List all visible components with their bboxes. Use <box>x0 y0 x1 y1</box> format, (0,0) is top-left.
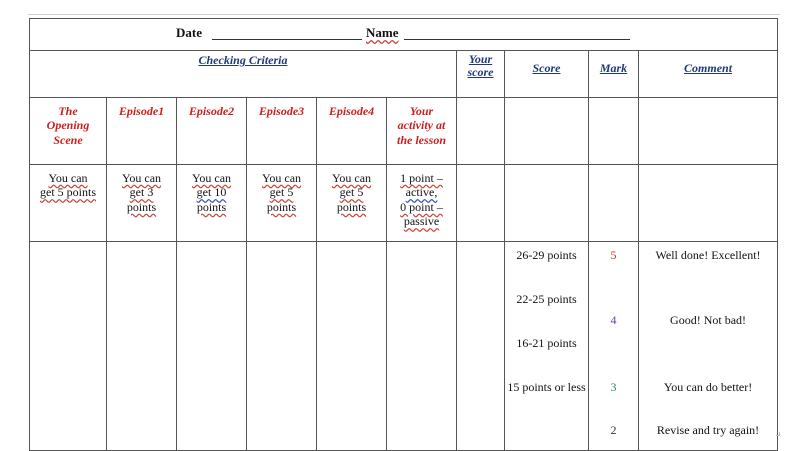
your-score-label-line2: score <box>467 64 494 79</box>
points-line: points <box>266 199 297 214</box>
criterion-title-line: the lesson <box>396 132 446 147</box>
entry-episode4[interactable] <box>317 242 387 451</box>
criterion-title-line: Episode1 <box>118 104 165 118</box>
mark-value: 2 <box>610 423 617 437</box>
criterion-title-line: Your <box>409 104 434 118</box>
top-rule <box>28 14 780 15</box>
score-range: 26-29 points <box>516 248 577 262</box>
checking-criteria-header <box>30 51 457 98</box>
entry-episode1[interactable] <box>107 242 177 451</box>
points-line: points <box>336 199 367 214</box>
points-line: You can <box>331 171 372 185</box>
entry-episode2[interactable] <box>177 242 247 451</box>
score-ranges <box>505 242 589 451</box>
entry-your-score[interactable] <box>457 242 505 451</box>
entry-opening-scene[interactable] <box>30 242 107 451</box>
criterion-title-line: Scene <box>53 132 83 147</box>
comment-text: Good! Not bad! <box>670 313 747 327</box>
your-score-label-line1: Your <box>468 52 493 66</box>
points-line: 1 point – <box>400 171 443 185</box>
mark-value: 5 <box>610 248 617 262</box>
criterion-title-line: activity at <box>397 118 446 133</box>
points-line: points <box>196 199 227 214</box>
mark-blank <box>589 165 639 242</box>
points-line: get 5 <box>269 185 294 200</box>
points-activity <box>387 165 457 242</box>
points-line: get 10 <box>196 185 227 200</box>
points-episode4 <box>317 165 387 242</box>
mark-value: 4 <box>610 313 617 327</box>
criterion-episode1 <box>107 98 177 165</box>
comment-text: You can do better! <box>663 380 753 394</box>
points-line: You can <box>261 171 302 185</box>
criterion-opening-scene <box>30 98 107 165</box>
assessment-sheet <box>29 18 778 451</box>
criterion-title-line: Opening <box>46 118 90 133</box>
mark-blank <box>589 98 639 165</box>
points-episode2 <box>177 165 247 242</box>
criterion-episode3 <box>247 98 317 165</box>
score-range: 15 points or less <box>507 380 586 394</box>
points-episode3 <box>247 165 317 242</box>
points-line: get 5 <box>339 185 364 200</box>
your-score-header <box>457 51 505 98</box>
score-blank <box>505 98 589 165</box>
points-episode1 <box>107 165 177 242</box>
points-opening-scene <box>30 165 107 242</box>
comment-blank <box>639 98 778 165</box>
comments <box>639 242 778 451</box>
comment-header: Comment <box>639 51 778 98</box>
score-header: Score <box>505 51 589 98</box>
points-line: You can <box>121 171 162 185</box>
criterion-title-line: Episode4 <box>328 104 375 118</box>
points-line: active, <box>405 185 438 200</box>
marks <box>589 242 639 451</box>
comment-blank <box>639 165 778 242</box>
points-line: You can <box>48 171 88 185</box>
your-score-blank[interactable] <box>457 165 505 242</box>
points-line: points <box>126 199 157 214</box>
entry-episode3[interactable] <box>247 242 317 451</box>
points-line: get 5 points <box>40 185 96 200</box>
mark-header: Mark <box>589 51 639 98</box>
date-label: Date <box>176 25 202 40</box>
comment-text: Revise and try again! <box>656 423 760 437</box>
checking-criteria-title: Checking Criteria <box>198 53 288 67</box>
score-blank <box>505 165 589 242</box>
points-line: passive <box>403 214 440 229</box>
date-field[interactable] <box>212 39 362 40</box>
page-corner-mark <box>776 432 780 436</box>
criterion-episode4 <box>317 98 387 165</box>
criterion-title-line: Episode3 <box>258 104 305 118</box>
score-range: 16-21 points <box>516 336 577 350</box>
criterion-activity <box>387 98 457 165</box>
mark-value: 3 <box>610 380 617 394</box>
name-label: Name <box>366 25 399 40</box>
name-field[interactable] <box>404 39 630 40</box>
score-range: 22-25 points <box>516 292 577 306</box>
comment-text: Well done! Excellent! <box>655 248 761 262</box>
criterion-title-line: The <box>58 104 78 118</box>
points-line: You can <box>191 171 232 185</box>
date-name-row <box>30 19 778 51</box>
your-score-blank[interactable] <box>457 98 505 165</box>
entry-activity[interactable] <box>387 242 457 451</box>
points-line: 0 point – <box>400 199 443 214</box>
criterion-episode2 <box>177 98 247 165</box>
points-line: get 3 <box>129 185 154 200</box>
criterion-title-line: Episode2 <box>188 104 235 118</box>
